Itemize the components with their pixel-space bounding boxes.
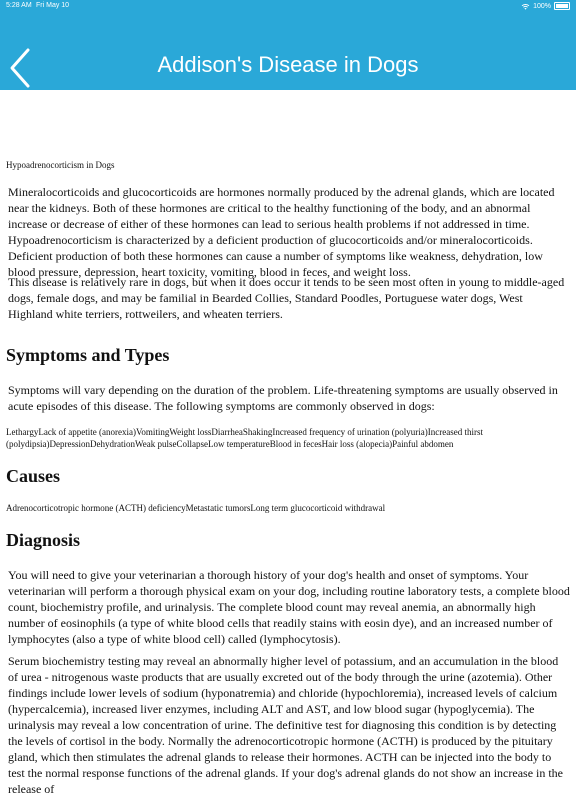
symptoms-list: LethargyLack of appetite (anorexia)VomitingWeight lossDiarrheaShakingIncreased frequency of urination (polyuria)Increased thirst (polydipsia)DepressionDehydrationWeak pulseCollapseLow temperatureBlood in fecesHair loss (alopecia)Painful abdomen [6,427,484,449]
symptoms-paragraph: Symptoms will vary depending on the duration of the problem. Life-threatening symptoms are usually observed in acute episodes of this disease. The following symptoms are commonly observed in dogs: [8,383,558,413]
battery-icon [554,2,570,10]
diagnosis-heading: Diagnosis [6,530,81,550]
intro-paragraph-2: This disease is relatively rare in dogs, but when it does occur it tends to be seen most often in young to middle-aged dogs, female dogs, and may be familial in Bearded Collies, Standard Poodles, Portuguese water dogs, West Highland white terriers, rottweilers, and wheaten terriers. [8,275,565,321]
status-bar [0,0,576,14]
status-right [521,2,570,10]
battery-percent: 100% [533,2,551,10]
wifi-icon [521,3,530,10]
status-time: 5:28 AM [6,2,32,9]
diagnosis-paragraph-1: You will need to give your veterinarian a thorough history of your dog's health and onset of symptoms. Your veterinarian will perform a thorough physical exam on your dog, including routine laboratory tests, a complete blood count, biochemistry profile, and urinalysis. The complete blood count may reveal anemia, an abnormally high number of eosinophils (a type of white blood cells that readily stains with eosin dye), and an increased number of lymphocytes (also a type of white blood cell) called (lymphocytosis). [8,568,570,646]
page-title: Addison's Disease in Dogs [157,52,419,77]
causes-heading: Causes [6,466,61,486]
diagnosis-paragraph-2: Serum biochemistry testing may reveal an abnormally higher level of potassium, and an accumulation in the blood of urea - nitrogenous waste products that are usually excreted out of the body through the urine (azotemia). Other findings include lower levels of sodium (hyponatremia) and chloride (hypochloremia), increased levels of calcium (hypercalcemia), increased liver enzymes, including ALT and AST, and low blood sugar (hypoglycemia). The urinalysis may reveal a low concentration of urine. The definitive test for diagnosing this condition is by detecting the levels of cortisol in the body. Normally the adrenocorticotropic hormone (ACTH) is produced by the pituitary gland, which then stimulates the adrenal glands to release their hormones. ACTH can be injected into the body to test the normal response functions of the adrenal glands. If your dog's adrenal glands do not show an increase in the release of [8,654,564,796]
article-subtitle: Hypoadrenocorticism in Dogs [6,160,115,170]
symptoms-heading: Symptoms and Types [6,345,170,365]
status-date: Fri May 10 [36,2,70,9]
intro-paragraph-1: Mineralocorticoids and glucocorticoids are hormones normally produced by the adrenal glands, which are located near the kidneys. Both of these hormones are critical to the healthy functioning of the body, and an abnormal increase or decrease of either of these hormones can lead to serious health problems if not addressed in time. Hypoadrenocorticism is characterized by a deficient production of glucocorticoids and/or mineralocorticoids. Deficient production of both these hormones can cause a number of symptoms like weakness, dehydration, low blood pressure, depression, heart toxicity, vomiting, blood in feces, and weight loss. [8,185,555,279]
causes-list: Adrenocorticotropic hormone (ACTH) deficiencyMetastatic tumorsLong term glucocorticoid withdrawal [6,503,386,513]
navigation-bar [0,14,576,90]
